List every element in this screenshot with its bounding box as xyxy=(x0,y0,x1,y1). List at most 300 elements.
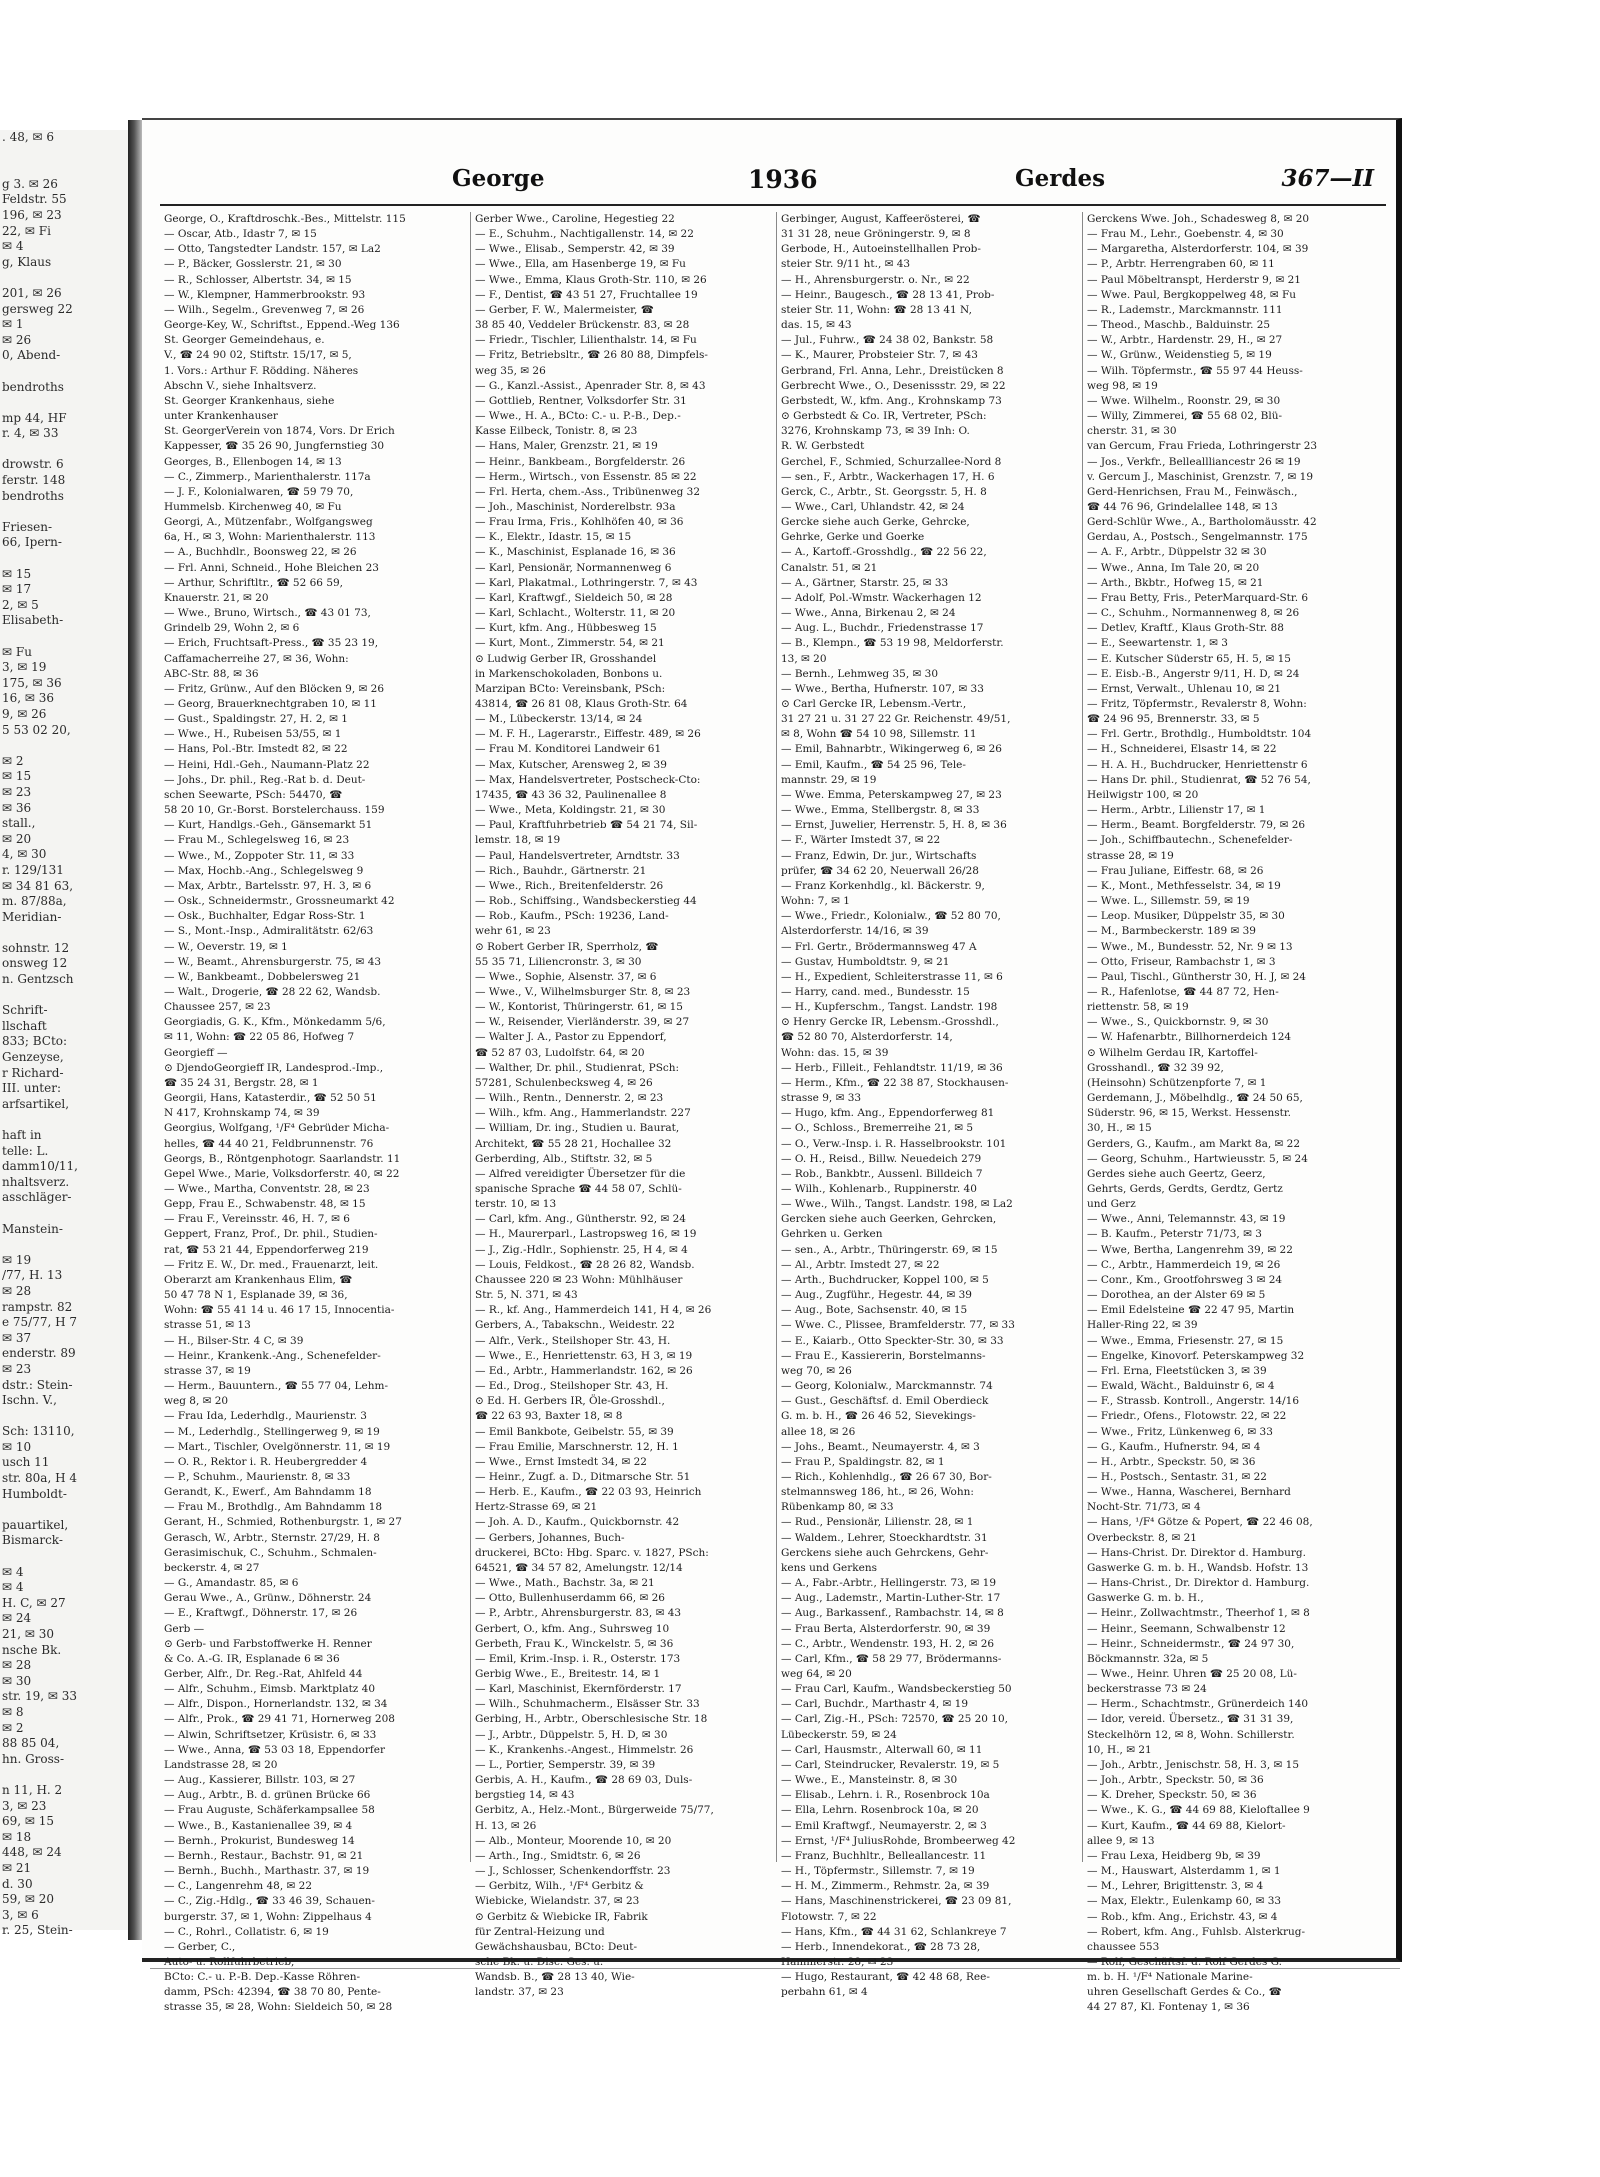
directory-entry: — Wwe., K. G., ☎ 44 69 88, Kieloftallee 9 xyxy=(1087,1804,1310,1817)
directory-entry: — S., Mont.-Insp., Admiralitätstr. 62/63 xyxy=(164,925,374,938)
directory-entry: — E., Kraftwgf., Döhnerstr. 17, ✉ 26 xyxy=(164,1607,358,1620)
directory-entry: — Arth., Bkbtr., Hofweg 15, ✉ 21 xyxy=(1087,576,1264,589)
fragment-line: 3, ✉ 19 xyxy=(2,660,47,675)
directory-entry: — A. F., Arbtr., Düppelstr 32 ✉ 30 xyxy=(1087,546,1267,559)
fragment-line: ✉ 24 xyxy=(2,1611,32,1626)
directory-entry: — Ernst, Juwelier, Herrenstr. 5, H. 8, ✉ 36 xyxy=(781,819,1007,832)
directory-entry: — Alwin, Schriftsetzer, Krüsistr. 6, ✉ 33 xyxy=(164,1728,377,1741)
directory-entry: — Wwe., Wilh., Tangst. Landstr. 198, ✉ La2 xyxy=(781,1198,1013,1211)
directory-entry: — sen., F., Arbtr., Wackerhagen 17, H. 6 xyxy=(781,470,995,483)
directory-entry: George, O., Kraftdroschk.-Bes., Mittelstr. 115 xyxy=(164,213,406,225)
directory-entry: — E. Eisb.-B., Angerstr 9/11, H. D, ✉ 24 xyxy=(1087,667,1300,680)
directory-entry: burgerstr. 37, ✉ 1, Wohn: Zippelhaus 4 xyxy=(164,1910,372,1923)
directory-entry: 58 20 10, Gr.-Borst. Borstelerchauss. 159 xyxy=(164,804,385,817)
directory-entry: — A., Buchhdlr., Boonsweg 22, ✉ 26 xyxy=(164,546,357,559)
fragment-line: r. 25, Stein- xyxy=(2,1923,73,1938)
directory-entry: — Frau Emilie, Marschnerstr. 12, H. 1 xyxy=(475,1440,679,1453)
fragment-line: 4, ✉ 30 xyxy=(2,847,47,862)
directory-entry: — Frau E., Kassiererin, Borstelmanns- xyxy=(781,1349,986,1362)
directory-entry: — Jos., Verkfr., Belleallliancestr 26 ✉ 19 xyxy=(1087,455,1301,468)
directory-entry: — Herm., Beamt. Borgfelderstr. 79, ✉ 26 xyxy=(1087,819,1306,832)
directory-entry: — Wwe., Ella, am Hasenberge 19, ✉ Fu xyxy=(475,258,686,271)
directory-entry: — Wwe., Heinr. Uhren ☎ 25 20 08, Lü- xyxy=(1087,1668,1297,1680)
directory-entry: — Detlev, Kraftf., Klaus Groth-Str. 88 xyxy=(1087,622,1284,635)
directory-entry: — Frau P., Spaldingstr. 82, ✉ 1 xyxy=(781,1455,945,1468)
fragment-line: 201, ✉ 26 xyxy=(2,285,62,300)
directory-entry: — C., Zig.-Hdlg., ☎ 33 46 39, Schauen- xyxy=(164,1895,375,1908)
directory-entry: — Wwe., Emma, Klaus Groth-Str. 110, ✉ 26 xyxy=(475,273,707,286)
fragment-line xyxy=(0,161,128,177)
directory-entry: unter Krankenhauser xyxy=(164,410,278,423)
directory-entry: Haller-Ring 22, ✉ 39 xyxy=(1087,1319,1198,1332)
directory-entry: — Herb., Filleit., Fehlandtstr. 11/19, ✉ 36 xyxy=(781,1061,1003,1074)
directory-entry: — M., Barmbeckerstr. 189 ✉ 39 xyxy=(1087,925,1256,938)
fragment-line: gersweg 22 xyxy=(2,301,73,316)
fragment-line: asschläger- xyxy=(2,1190,72,1205)
directory-entry: — Ernst, Verwalt., Uhlenau 10, ✉ 21 xyxy=(1087,682,1282,695)
directory-entry: — R., kf. Ang., Hammerdeich 141, H 4, ✉ 26 xyxy=(475,1304,712,1317)
fragment-line: Humboldt- xyxy=(2,1486,67,1501)
directory-entry: — Bernh., Buchh., Marthastr. 37, ✉ 19 xyxy=(164,1865,370,1878)
directory-entry: — Georg, Kolonialw., Marckmannstr. 74 xyxy=(781,1380,993,1393)
directory-entry: — Fritz E. W., Dr. med., Frauenarzt, leit. xyxy=(164,1258,379,1271)
directory-entry: — Joh., Arbtr., Jenischstr. 58, H. 3, ✉ 15 xyxy=(1087,1758,1300,1771)
header-rule xyxy=(160,204,1386,206)
directory-entry: — Frau Juliane, Eiffestr. 68, ✉ 26 xyxy=(1087,864,1264,877)
directory-entry: riettenstr. 58, ✉ 19 xyxy=(1087,1001,1189,1014)
directory-entry: — R., Lademstr., Marckmannstr. 111 xyxy=(1087,303,1283,316)
fragment-line: 16, ✉ 36 xyxy=(2,691,55,706)
directory-entry: Gerb — xyxy=(164,1622,205,1635)
directory-entry: 55 35 71, Liliencronstr. 3, ✉ 30 xyxy=(475,955,642,968)
directory-entry: — Emil Kraftwgf., Neumayerstr. 2, ✉ 3 xyxy=(781,1819,987,1832)
directory-entry: Gerasch, W., Arbtr., Sternstr. 27/29, H. 8 xyxy=(164,1531,380,1544)
directory-entry: — Emil, Kaufm., ☎ 54 25 96, Tele- xyxy=(781,758,966,771)
directory-entry: schen Seewarte, PSch: 54470, ☎ xyxy=(164,788,343,801)
directory-entry: — Arth., Ing., Smidtstr. 6, ✉ 26 xyxy=(475,1849,641,1862)
directory-entry: — Frau M., Brothdlg., Am Bahndamm 18 xyxy=(164,1501,383,1514)
directory-entry: — Kurt, Mont., Zimmerstr. 54, ✉ 21 xyxy=(475,637,665,650)
directory-entry: — J., Zig.-Hdlr., Sophienstr. 25, H 4, ✉ 4 xyxy=(475,1243,688,1256)
directory-entry: — Carl, Zig.-H., PSch: 72570, ☎ 25 20 10, xyxy=(781,1713,1008,1726)
directory-entry: perbahn 61, ✉ 4 xyxy=(781,1986,868,1999)
fragment-line: 66, Ipern- xyxy=(2,535,62,550)
directory-entry: — O., Verw.-Insp. i. R. Hasselbrookstr. 101 xyxy=(781,1137,1007,1150)
directory-entry: — Al., Arbtr. Imstedt 27, ✉ 22 xyxy=(781,1258,940,1271)
directory-entry: Gehrke, Gerke und Goerke xyxy=(781,531,925,544)
directory-entry: — Frl. Gertr., Brödermannsweg 47 A xyxy=(781,940,977,953)
directory-entry: ABC-Str. 88, ✉ 36 xyxy=(164,667,259,680)
directory-entry: — P., Bäcker, Gosslerstr. 21, ✉ 30 xyxy=(164,258,342,271)
directory-entry: m. b. H. ¹/F⁴ Nationale Marine- xyxy=(1087,1971,1253,1984)
fragment-line: 448, ✉ 24 xyxy=(2,1845,62,1860)
fragment-line: ✉ 34 81 63, xyxy=(2,878,74,893)
directory-entry: Gerd-Schlür Wwe., A., Bartholomäusstr. 42 xyxy=(1087,516,1317,529)
directory-entry: — Idor, vereid. Übersetz., ☎ 31 31 39, xyxy=(1087,1713,1294,1726)
fragment-line xyxy=(0,988,128,1004)
directory-entry: — Frl. Herta, chem.-Ass., Tribünenweg 32 xyxy=(475,485,701,498)
directory-entry: — Adolf, Pol.-Wmstr. Wackerhagen 12 xyxy=(781,591,982,604)
fragment-line: nhaltsverz. xyxy=(2,1174,70,1189)
directory-entry: — Wwe. L., Sillemstr. 59, ✉ 19 xyxy=(1087,895,1250,908)
directory-entry: — Wwe. Paul, Bergkoppelweg 48, ✉ Fu xyxy=(1087,288,1297,301)
directory-entry: Gerckens Wwe. Joh., Schadesweg 8, ✉ 20 xyxy=(1087,213,1310,225)
directory-entry: — Herm., Arbtr., Lilienstr 17, ✉ 1 xyxy=(1087,804,1266,817)
directory-entry: Marzipan BCto: Vereinsbank, PSch: xyxy=(475,682,666,695)
fragment-line xyxy=(0,442,128,458)
directory-entry: — C., Arbtr., Wendenstr. 193, H. 2, ✉ 26 xyxy=(781,1637,995,1650)
directory-entry: — Franz, Buchhltr., Belleallancestr. 11 xyxy=(781,1849,987,1862)
directory-entry: — Frau Irma, Fris., Kohlhöfen 40, ✉ 36 xyxy=(475,516,684,529)
directory-entry: Gerber, Alfr., Dr. Reg.-Rat, Ahlfeld 44 xyxy=(164,1668,363,1680)
directory-entry: — Robert, kfm. Ang., Fuhlsb. Alsterkrug- xyxy=(1087,1925,1306,1938)
directory-entry: — Franz, Edwin, Dr. jur., Wirtschafts xyxy=(781,849,977,862)
directory-entry: steier Str. 11, Wohn: ☎ 28 13 41 N, xyxy=(781,303,972,316)
directory-entry: ☎ 52 80 70, Alsterdorferstr. 14, xyxy=(781,1031,953,1044)
directory-entry: — H., Bilser-Str. 4 C, ✉ 39 xyxy=(164,1334,304,1347)
directory-entry: — Heinr., Zollwachtmstr., Theerhof 1, ✉ 8 xyxy=(1087,1607,1310,1620)
directory-entry: — Joh., Schiffbautechn., Schenefelder- xyxy=(1087,834,1293,847)
directory-entry: Gerbrand, Frl. Anna, Lehr., Dreistücken 8 xyxy=(781,364,1004,377)
fragment-line: damm10/11, xyxy=(2,1159,78,1174)
directory-entry: — Hugo, Restaurant, ☎ 42 48 68, Ree- xyxy=(781,1971,990,1984)
directory-entry: — Wwe., Sophie, Alsenstr. 37, ✉ 6 xyxy=(475,970,657,983)
fragment-line xyxy=(0,1767,128,1783)
directory-entry: — Aug. L., Buchdr., Friedenstrasse 17 xyxy=(781,622,984,635)
directory-entry: Kappesser, ☎ 35 26 90, Jungfernstieg 30 xyxy=(164,440,385,453)
fragment-line: Friesen- xyxy=(2,519,53,534)
fragment-line: ✉ 18 xyxy=(2,1829,32,1844)
directory-entry: Gerbers, A., Tabakschn., Weidestr. 22 xyxy=(475,1319,675,1332)
directory-entry: v. Gercum J., Maschinist, Grenzstr. 7, ✉ 19 xyxy=(1087,470,1314,483)
directory-entry: Hertz-Strasse 69, ✉ 21 xyxy=(475,1501,598,1514)
fragment-line: Ischn. V., xyxy=(2,1393,57,1408)
directory-entry: — C., Schuhm., Normannenweg 8, ✉ 26 xyxy=(1087,607,1300,620)
directory-entry: — Wwe., M., Bundesstr. 52, Nr. 9 ✉ 13 xyxy=(1087,940,1293,953)
directory-entry: — Paul Möbeltranspt, Herderstr 9, ✉ 21 xyxy=(1087,273,1301,286)
directory-entry: strasse 37, ✉ 19 xyxy=(164,1364,251,1377)
directory-entry: ⊙ DjendoGeorgieff IR, Landesprod.-Imp., xyxy=(164,1061,384,1074)
directory-entry: rat, ☎ 53 21 44, Eppendorferweg 219 xyxy=(164,1243,369,1256)
fragment-line: ferstr. 148 xyxy=(2,473,66,488)
directory-entry: — K., Maschinist, Esplanade 16, ✉ 36 xyxy=(475,546,676,559)
directory-entry: Gaswerke G. m. b. H., Wandsb. Hofstr. 13 xyxy=(1087,1561,1309,1574)
directory-entry: — Wwe., Bertha, Hufnerstr. 107, ✉ 33 xyxy=(781,682,984,695)
directory-entry: — B., Klempn., ☎ 53 19 98, Meldorferstr. xyxy=(781,637,1004,650)
directory-entry: — Frau M., Schlegelsweg 16, ✉ 23 xyxy=(164,834,350,847)
directory-entry: — Gerbers, Johannes, Buch- xyxy=(475,1531,625,1544)
directory-entry: in Markenschokoladen, Bonbons u. xyxy=(475,667,663,680)
column-divider xyxy=(776,212,777,1862)
fragment-line: r Richard- xyxy=(2,1065,64,1080)
fragment-line: ✉ 8 xyxy=(2,1704,24,1719)
directory-entry: St. Georger Krankenhaus, siehe xyxy=(164,394,335,407)
directory-entry: — Fritz, Betriebsltr., ☎ 26 80 88, Dimpfels- xyxy=(475,349,708,362)
directory-entry: — Wwe., V., Wilhelmsburger Str. 8, ✉ 23 xyxy=(475,985,691,998)
directory-entry: Gerdes siehe auch Geertz, Geerz, xyxy=(1087,1167,1266,1180)
directory-entry: — Ed., Drog., Steilshoper Str. 43, H. xyxy=(475,1380,669,1393)
fragment-line: n. Gentzsch xyxy=(2,972,74,987)
directory-entry: — Heinr., Krankenk.-Ang., Schenefelder- xyxy=(164,1349,381,1362)
directory-entry: — Georg, Schuhm., Hartwieusstr. 5, ✉ 24 xyxy=(1087,1152,1308,1165)
directory-entry: — E., Kaiarb., Otto Speckter-Str. 30, ✉ 33 xyxy=(781,1334,1004,1347)
directory-entry: van Gercum, Frau Frieda, Lothringerstr 23 xyxy=(1087,440,1318,453)
directory-entry: — Karl, Maschinist, Ekernförderstr. 17 xyxy=(475,1683,682,1696)
directory-entry: — Wwe., H. A., BCto: C.- u. P.-B., Dep.- xyxy=(475,410,681,423)
directory-entry: allee 9, ✉ 13 xyxy=(1087,1834,1155,1847)
directory-entry: Wiebicke, Wielandstr. 37, ✉ 23 xyxy=(475,1895,640,1908)
directory-entry: ☎ 35 24 31, Bergstr. 28, ✉ 1 xyxy=(164,1076,319,1089)
directory-entry: — Aug., Barkassenf., Rambachstr. 14, ✉ 8 xyxy=(781,1607,1004,1620)
directory-entry: — Herb., Innendekorat., ☎ 28 73 28, xyxy=(781,1940,981,1953)
directory-entry: — E., Seewartenstr. 1, ✉ 3 xyxy=(1087,637,1228,650)
directory-entry: — W. Hafenarbtr., Billhornerdeich 124 xyxy=(1087,1031,1292,1044)
directory-entry: — Herm., Kfm., ☎ 22 38 87, Stockhausen- xyxy=(781,1076,1009,1089)
fragment-line: ✉ 2 xyxy=(2,1720,24,1735)
fragment-line: llschaft xyxy=(2,1018,47,1033)
fragment-line: 175, ✉ 36 xyxy=(2,675,62,690)
directory-entry: V., ☎ 24 90 02, Stiftstr. 15/17, ✉ 5, xyxy=(164,349,352,362)
directory-entry: — Frl. Gertr., Brothdlg., Humboldtstr. 104 xyxy=(1087,728,1312,741)
directory-entry: — Paul, Kraftfuhrbetrieb ☎ 54 21 74, Sil- xyxy=(475,819,698,832)
directory-entry: — Oscar, Atb., Idastr 7, ✉ 15 xyxy=(164,228,317,241)
directory-entry: — Kurt, kfm. Ang., Hübbesweg 15 xyxy=(475,622,657,635)
directory-entry: — Gottlieb, Rentner, Volksdorfer Str. 31 xyxy=(475,394,687,407)
directory-entry: lemstr. 18, ✉ 19 xyxy=(475,834,561,847)
fragment-line: onsweg 12 xyxy=(2,956,68,971)
page-bottom-edge xyxy=(150,1968,1400,1969)
directory-entry: — Herm., Wirtsch., von Essenstr. 85 ✉ 22 xyxy=(475,470,697,483)
directory-entry: — Carl, kfm. Ang., Güntherstr. 92, ✉ 24 xyxy=(475,1213,686,1226)
directory-entry: — Arthur, Schriftltr., ☎ 52 66 59, xyxy=(164,576,344,589)
directory-entry: — F., Dentist, ☎ 43 51 27, Fruchtallee 19 xyxy=(475,288,698,301)
directory-entry: — Frau Berta, Alsterdorferstr. 90, ✉ 39 xyxy=(781,1622,991,1635)
directory-entry: — W., Kontorist, Thüringerstr. 61, ✉ 15 xyxy=(475,1001,683,1014)
directory-entry: — Margaretha, Alsterdorferstr. 104, ✉ 39 xyxy=(1087,243,1309,256)
directory-entry: Heilwigstr 100, ✉ 20 xyxy=(1087,788,1199,801)
directory-entry: Georgius, Wolfgang, ¹/F⁴ Gebrüder Micha- xyxy=(164,1122,390,1135)
directory-entry: ☎ 24 96 95, Brennerstr. 33, ✉ 5 xyxy=(1087,713,1260,726)
directory-entry: 17435, ☎ 43 36 32, Paulinenallee 8 xyxy=(475,788,667,801)
directory-entry: ⊙ Gerb- und Farbstoffwerke H. Renner xyxy=(164,1637,372,1650)
column-divider xyxy=(470,212,471,1862)
directory-entry: — Erich, Fruchtsaft-Press., ☎ 35 23 19, xyxy=(164,637,379,650)
directory-entry: Abschn V., siehe Inhaltsverz. xyxy=(164,379,317,392)
fragment-line: /77, H. 13 xyxy=(2,1268,63,1283)
directory-entry: — Wwe., Anna, ☎ 53 03 18, Eppendorfer xyxy=(164,1743,386,1756)
directory-entry: — M., Lübeckerstr. 13/14, ✉ 24 xyxy=(475,713,643,726)
directory-entry: — H. M., Zimmerm., Rehmstr. 2a, ✉ 39 xyxy=(781,1880,990,1893)
directory-entry: ✉ 11, Wohn: ☎ 22 05 86, Hofweg 7 xyxy=(164,1031,355,1044)
fragment-line: III. unter: xyxy=(2,1081,62,1096)
directory-entry: Gerandt, K., Ewerf., Am Bahndamm 18 xyxy=(164,1486,372,1499)
fragment-line xyxy=(0,1409,128,1425)
directory-entry: — Frau M. Konditorei Landweir 61 xyxy=(475,743,662,756)
directory-entry: terstr. 10, ✉ 13 xyxy=(475,1198,557,1211)
directory-entry: ⊙ Wilhelm Gerdau IR, Kartoffel- xyxy=(1087,1046,1258,1059)
directory-entry: ☎ 22 63 93, Baxter 18, ✉ 8 xyxy=(475,1410,623,1423)
fragment-line: ✉ 37 xyxy=(2,1330,32,1345)
directory-entry: G. m. b. H., ☎ 26 46 52, Sievekings- xyxy=(781,1410,976,1423)
directory-entry: Flotowstr. 7, ✉ 22 xyxy=(781,1910,877,1923)
directory-entry: — O., Schloss., Bremerreihe 21, ✉ 5 xyxy=(781,1122,974,1135)
header-last-entry: Gerdes xyxy=(1015,165,1106,192)
directory-entry: — Walther, Dr. phil., Studienrat, PSch: xyxy=(475,1061,680,1074)
directory-entry: Gepel Wwe., Marie, Volksdorferstr. 40, ✉ 22 xyxy=(164,1167,400,1180)
fragment-line xyxy=(0,925,128,941)
directory-entry: — O. R., Rektor i. R. Heubergredder 4 xyxy=(164,1455,368,1468)
directory-entry: — C., Arbtr., Hammerdeich 19, ✉ 26 xyxy=(1087,1258,1281,1271)
directory-entry: ⊙ Gerbitz & Wiebicke IR, Fabrik xyxy=(475,1910,648,1923)
directory-entry: 50 47 78 N 1, Esplanade 39, ✉ 36, xyxy=(164,1289,348,1302)
directory-entry: — H., Kupferschm., Tangst. Landstr. 198 xyxy=(781,1001,998,1014)
directory-entry: 43814, ☎ 26 81 08, Klaus Groth-Str. 64 xyxy=(475,698,688,710)
fragment-line: Manstein- xyxy=(2,1221,63,1236)
directory-entry: — Kurt, Kaufm., ☎ 44 69 88, Kielort- xyxy=(1087,1819,1286,1832)
directory-entry: George-Key, W., Schriftst., Eppend.-Weg 136 xyxy=(164,319,400,332)
directory-entry: — Aug., Bote, Sachsenstr. 40, ✉ 15 xyxy=(781,1304,968,1317)
fragment-line: Sch: 13110, xyxy=(2,1424,75,1439)
directory-entry: — Louis, Feldkost., ☎ 28 26 82, Wandsb. xyxy=(475,1258,695,1271)
directory-entry: — M., Hauswart, Alsterdamm 1, ✉ 1 xyxy=(1087,1865,1281,1878)
directory-entry: — Karl, Plakatmal., Lothringerstr. 7, ✉ 43 xyxy=(475,576,698,589)
directory-entry: ⊙ Carl Gercke IR, Lebensm.-Vertr., xyxy=(781,698,967,710)
directory-entry: — Aug., Lademstr., Martin-Luther-Str. 17 xyxy=(781,1592,1001,1605)
directory-entry: — Gust., Geschäftsf. d. Emil Oberdieck xyxy=(781,1395,989,1408)
directory-entry: — H., Expedient, Schleiterstrasse 11, ✉ 6 xyxy=(781,970,1003,983)
directory-entry: — Wilh. Töpfermstr., ☎ 55 97 44 Heuss- xyxy=(1087,364,1303,377)
fragment-line: 196, ✉ 23 xyxy=(2,207,62,222)
directory-entry: — Wwe., Carl, Uhlandstr. 42, ✉ 24 xyxy=(781,500,965,513)
directory-entry: — Bernh., Prokurist, Bundesweg 14 xyxy=(164,1834,355,1847)
header-year: 1936 xyxy=(748,165,818,194)
directory-entry: Kasse Eilbeck, Tonistr. 8, ✉ 23 xyxy=(475,425,638,438)
directory-entry: — Leop. Musiker, Düppelstr 35, ✉ 30 xyxy=(1087,910,1285,923)
directory-entry: Oberarzt am Krankenhaus Elim, ☎ xyxy=(164,1273,353,1286)
directory-entry: — Wwe., Math., Bachstr. 3a, ✉ 21 xyxy=(475,1577,655,1590)
directory-entry: — Carl, Steindrucker, Revalerstr. 19, ✉ 5 xyxy=(781,1758,1000,1771)
fragment-line: dstr.: Stein- xyxy=(2,1377,73,1392)
directory-entry: 10, H., ✉ 21 xyxy=(1087,1743,1152,1756)
directory-entry: cherstr. 31, ✉ 30 xyxy=(1087,425,1177,438)
fragment-line: 9, ✉ 26 xyxy=(2,706,47,721)
directory-entry: St. Georger Gemeindehaus, e. xyxy=(164,334,325,347)
fragment-line: enderstr. 89 xyxy=(2,1346,76,1361)
directory-entry: — Herb. E., Kaufm., ☎ 22 03 93, Heinrich xyxy=(475,1486,702,1499)
directory-entry: — Hans, ¹/F⁴ Götze & Popert, ☎ 22 46 08, xyxy=(1087,1516,1313,1529)
directory-entry: — Alb., Monteur, Moorende 10, ✉ 20 xyxy=(475,1834,672,1847)
directory-entry: ⊙ Robert Gerber IR, Sperrholz, ☎ xyxy=(475,940,659,953)
directory-entry: — Otto, Bullenhuserdamm 66, ✉ 26 xyxy=(475,1592,665,1605)
directory-entry: — Heinr., Baugesch., ☎ 28 13 41, Prob- xyxy=(781,288,995,301)
fragment-line: 3, ✉ 23 xyxy=(2,1798,47,1813)
fragment-line: Meridian- xyxy=(2,909,62,924)
directory-entry: ⊙ Gerbstedt & Co. IR, Vertreter, PSch: xyxy=(781,410,987,423)
directory-entry: Gerbis, A. H., Kaufm., ☎ 28 69 03, Duls- xyxy=(475,1774,693,1787)
directory-entry: — Wwe., Fritz, Lünkenweg 6, ✉ 33 xyxy=(1087,1425,1273,1438)
fragment-line: 3, ✉ 6 xyxy=(2,1907,39,1922)
directory-entry: — Wwe., S., Quickbornstr. 9, ✉ 30 xyxy=(1087,1016,1269,1029)
directory-entry: — G., Kanzl.-Assist., Apenrader Str. 8, ✉ 43 xyxy=(475,379,706,392)
directory-entry: Gerbing, H., Arbtr., Oberschlesische Str. 18 xyxy=(475,1713,708,1726)
directory-entry: — Max, Kutscher, Arensweg 2, ✉ 39 xyxy=(475,758,667,771)
directory-entry: — Karl, Pensionär, Normannenweg 6 xyxy=(475,561,672,574)
directory-entry: — Alfred vereidigter Übersetzer für die xyxy=(475,1167,686,1180)
directory-entry: — Wilh., Segelm., Grevenweg 7, ✉ 26 xyxy=(164,303,365,316)
directory-entry: — H., Maurerparl., Lastropsweg 16, ✉ 19 xyxy=(475,1228,697,1241)
directory-entry: Gerchel, F., Schmied, Schurzallee-Nord 8 xyxy=(781,455,1002,468)
directory-entry: ⊙ Ed. H. Gerbers IR, Öle-Grosshdl., xyxy=(475,1395,665,1408)
directory-entry: — Alfr., Dispon., Hornerlandstr. 132, ✉ 34 xyxy=(164,1698,388,1711)
directory-entry: beckerstrasse 73 ✉ 24 xyxy=(1087,1683,1207,1696)
fragment-line: 69, ✉ 15 xyxy=(2,1814,55,1829)
directory-entry: — J., Arbtr., Düppelstr. 5, H. D, ✉ 30 xyxy=(475,1728,668,1741)
directory-entry: — Ewald, Wächt., Balduinstr 6, ✉ 4 xyxy=(1087,1380,1275,1393)
directory-entry: — Willy, Zimmerei, ☎ 55 68 02, Blü- xyxy=(1087,410,1283,423)
fragment-line: ✉ 36 xyxy=(2,800,32,815)
directory-entry: — Heini, Hdl.-Geh., Naumann-Platz 22 xyxy=(164,758,370,771)
directory-entry: — Wwe., Anna, Im Tale 20, ✉ 20 xyxy=(1087,561,1260,574)
directory-entry: — Wwe., Meta, Koldingstr. 21, ✉ 30 xyxy=(475,804,666,817)
directory-entry: 6a, H., ✉ 3, Wohn: Marienthalerstr. 113 xyxy=(164,531,376,544)
fragment-line: ✉ 20 xyxy=(2,831,32,846)
directory-entry: — Hans, Kfm., ☎ 44 31 62, Schlankreye 7 xyxy=(781,1925,1007,1938)
directory-entry: wehr 61, ✉ 23 xyxy=(475,925,551,938)
directory-entry: — Wwe. C., Plissee, Bramfelderstr. 77, ✉ 33 xyxy=(781,1319,1015,1332)
directory-entry: — Wwe., E., Mansteinstr. 8, ✉ 30 xyxy=(781,1774,958,1787)
directory-entry: — Frl. Anni, Schneid., Hohe Bleichen 23 xyxy=(164,561,379,574)
fragment-line: d. 30 xyxy=(2,1876,33,1891)
directory-entry: — Hugo, kfm. Ang., Eppendorferweg 81 xyxy=(781,1107,995,1120)
directory-entry: 13, ✉ 20 xyxy=(781,652,827,665)
directory-entry: — Wwe., Hanna, Wascherei, Bernhard xyxy=(1087,1486,1291,1499)
directory-entry: Georgs, B., Röntgenphotogr. Saarlandstr. 11 xyxy=(164,1152,401,1165)
directory-entry: mannstr. 29, ✉ 19 xyxy=(781,773,877,786)
directory-entry: — Aug., Kassierer, Billstr. 103, ✉ 27 xyxy=(164,1774,356,1787)
directory-entry: — Karl, Schlacht., Wolterstr. 11, ✉ 20 xyxy=(475,607,676,620)
directory-entry: — K. Dreher, Speckstr. 50, ✉ 36 xyxy=(1087,1789,1257,1802)
header-first-entry: George xyxy=(452,165,545,192)
directory-entry: Georges, B., Ellenbogen 14, ✉ 13 xyxy=(164,455,342,468)
directory-entry: — Gerber, F. W., Malermeister, ☎ xyxy=(475,303,654,316)
directory-entry: ✉ 8, Wohn ☎ 54 10 98, Sillemstr. 11 xyxy=(781,728,977,741)
fragment-line: usch 11 xyxy=(2,1455,50,1470)
directory-entry: — Hans, Maler, Grenzstr. 21, ✉ 19 xyxy=(475,440,658,453)
directory-entry: 3276, Krohnskamp 73, ✉ 39 Inh: O. xyxy=(781,425,970,438)
fragment-line: ✉ 17 xyxy=(2,582,32,597)
directory-entry: — H. A. H., Buchdrucker, Henriettenstr 6 xyxy=(1087,758,1308,771)
directory-entry: — Friedr., Ofens., Flotowstr. 22, ✉ 22 xyxy=(1087,1410,1287,1423)
directory-entry: — Wwe., Bruno, Wirtsch., ☎ 43 01 73, xyxy=(164,607,371,620)
directory-entry: — Osk., Schneidermstr., Grossneumarkt 42 xyxy=(164,895,395,908)
directory-entry: — Walt., Drogerie, ☎ 28 22 62, Wandsb. xyxy=(164,985,381,998)
directory-entry: — Heinr., Schneidermstr., ☎ 24 97 30, xyxy=(1087,1637,1295,1650)
directory-entry: — Joh., Arbtr., Speckstr. 50, ✉ 36 xyxy=(1087,1774,1264,1787)
directory-entry: — Frau F., Vereinsstr. 46, H. 7, ✉ 6 xyxy=(164,1213,350,1226)
directory-entry: — Heinr., Seemann, Schwalbenstr 12 xyxy=(1087,1622,1286,1635)
fragment-line: ✉ 23 xyxy=(2,1361,32,1376)
directory-entry: Gehrken u. Gerken xyxy=(781,1228,883,1241)
directory-entry: landstr. 37, ✉ 23 xyxy=(475,1986,564,1999)
directory-entry: — M. F. H., Lagerarstr., Eiffestr. 489, ✉ 26 xyxy=(475,728,701,741)
directory-entry: — Paul, Handelsvertreter, Arndtstr. 33 xyxy=(475,849,680,862)
directory-entry: — Frl. Erna, Fleetstücken 3, ✉ 39 xyxy=(1087,1364,1267,1377)
fragment-line: ✉ 28 xyxy=(2,1658,32,1673)
directory-entry: Overbeckstr. 8, ✉ 21 xyxy=(1087,1531,1197,1544)
directory-entry: — W., Beamt., Ahrensburgerstr. 75, ✉ 43 xyxy=(164,955,382,968)
directory-entry: 30, H., ✉ 15 xyxy=(1087,1122,1152,1135)
directory-entry: — Heinr., Zugf. a. D., Ditmarsche Str. 51 xyxy=(475,1470,691,1483)
